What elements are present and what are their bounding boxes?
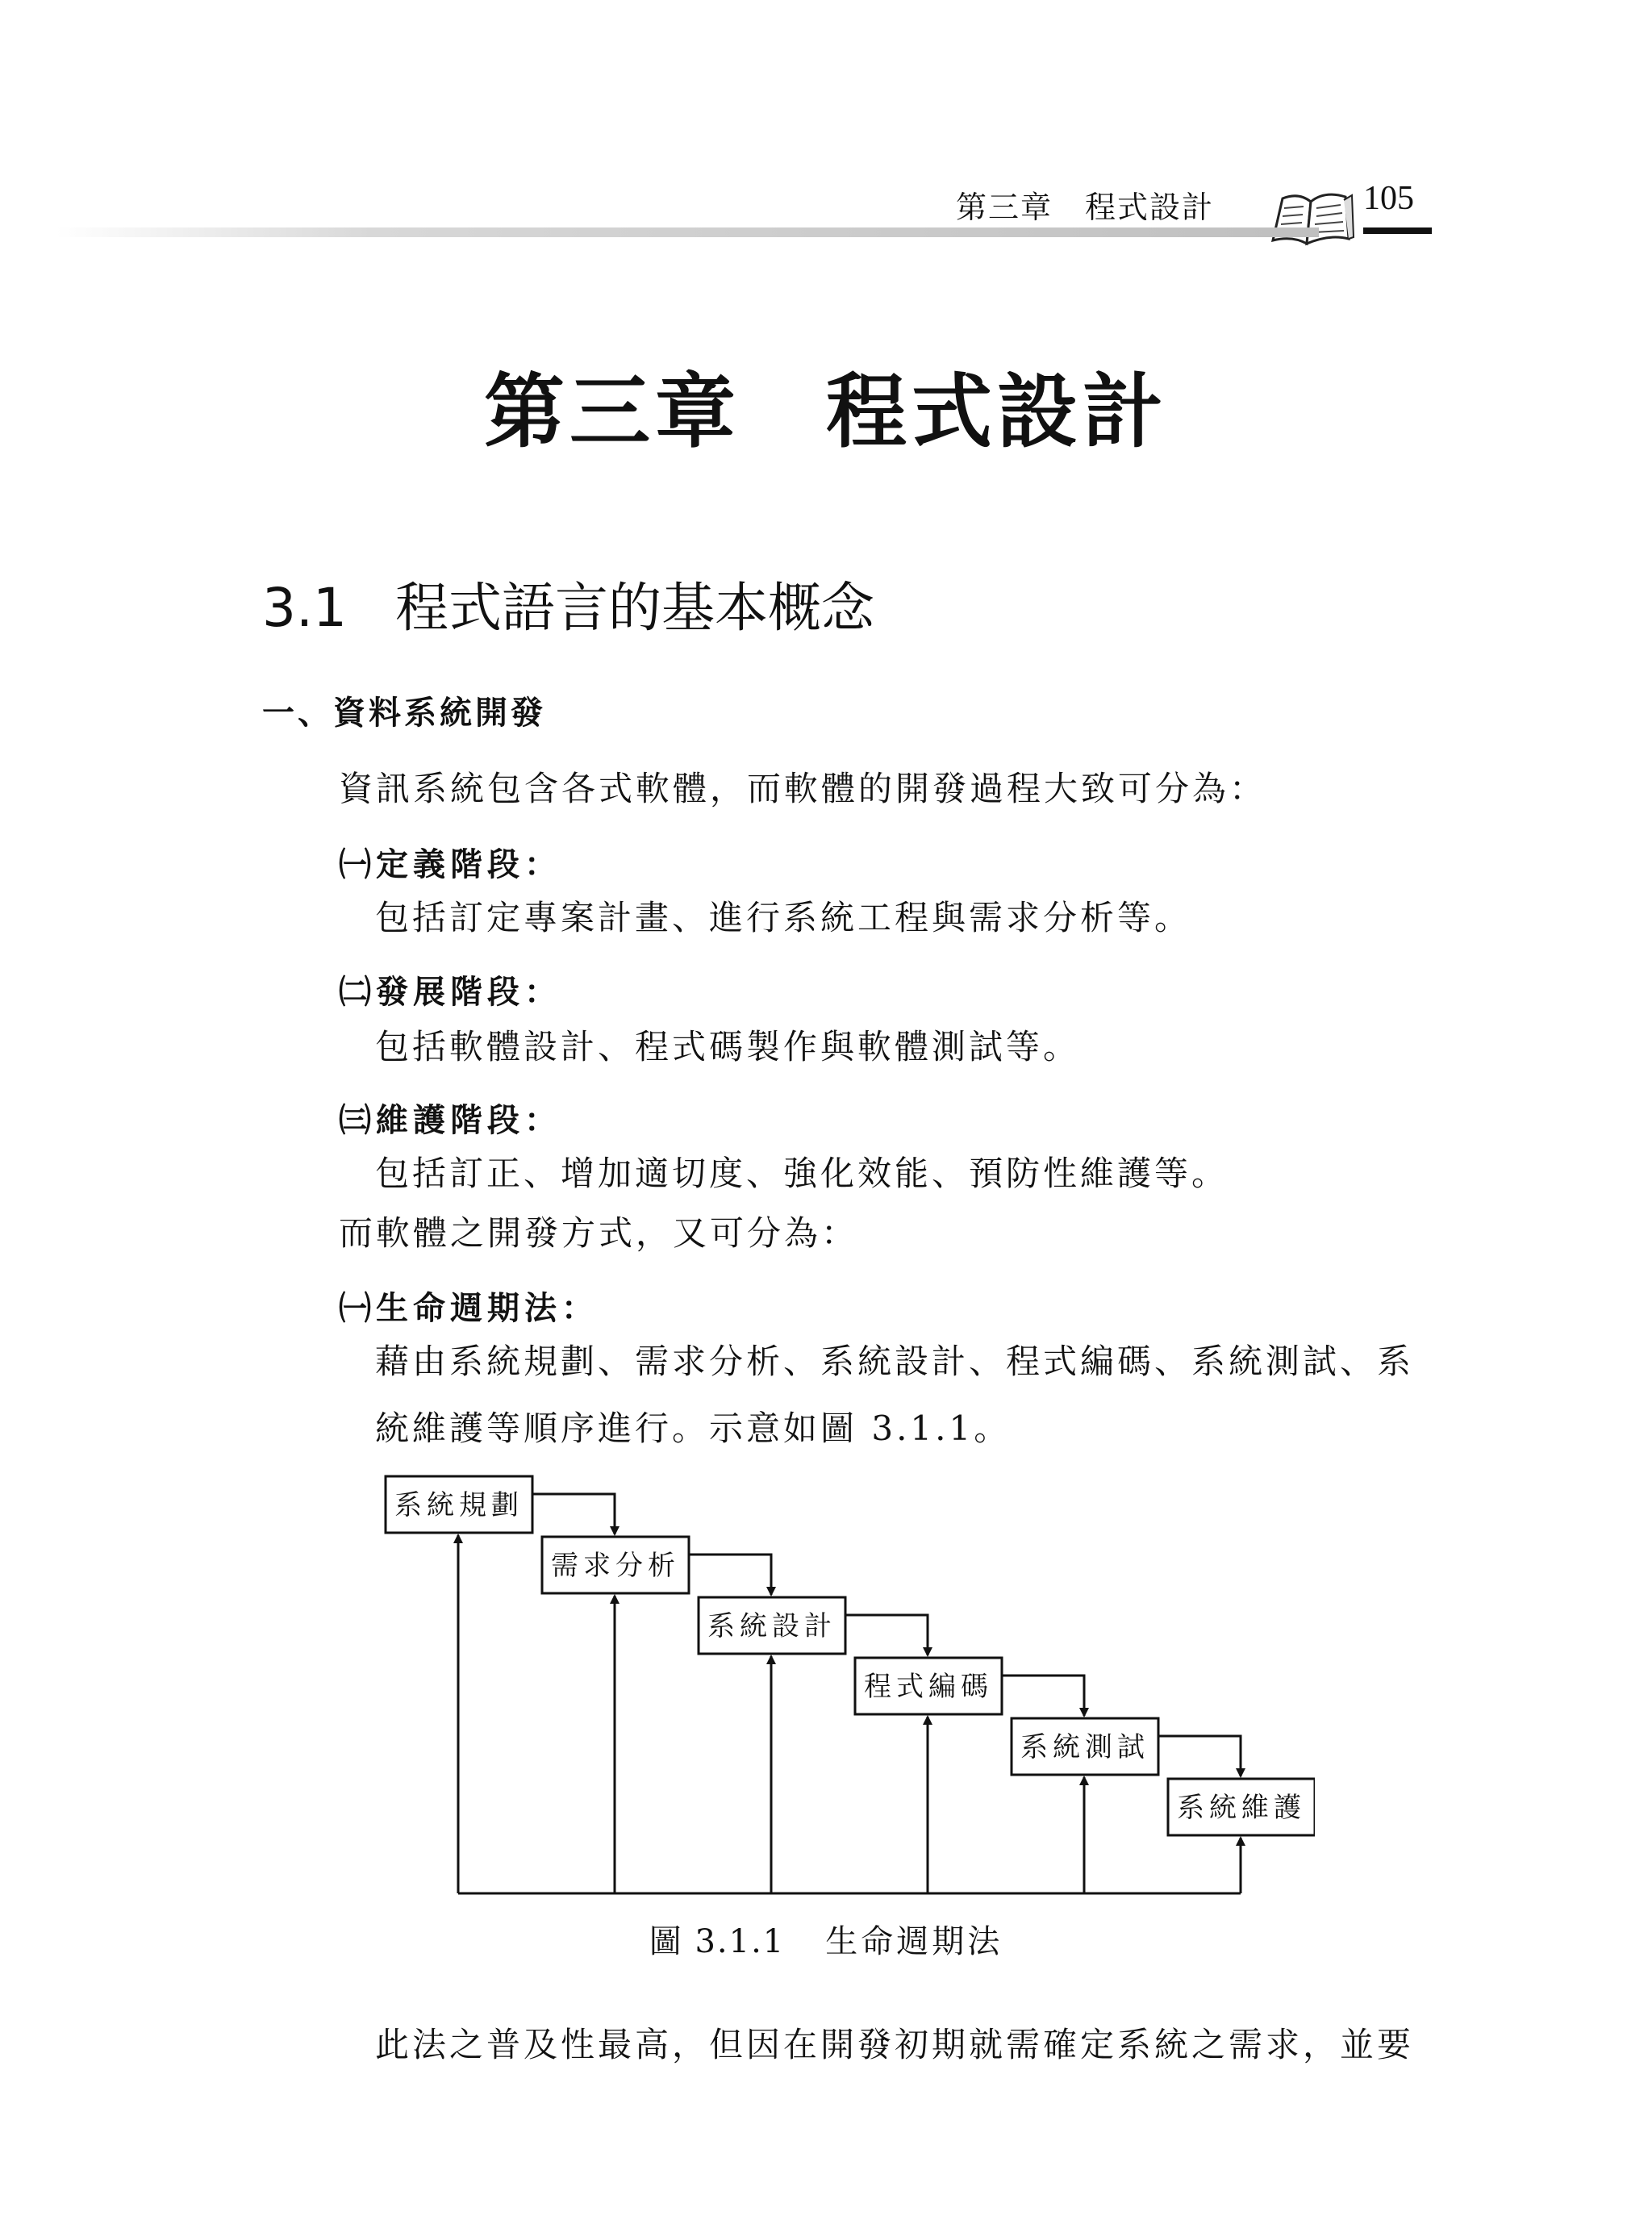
step-label-2: 需求分析 (551, 1550, 680, 1582)
chapter-title: 第三章 程式設計 (484, 364, 1168, 459)
page-number: 105 (1363, 180, 1414, 217)
forward-arrow-5 (1158, 1736, 1241, 1776)
item-2-text: 包括軟體設計、程式碼製作與軟體測試等。 (375, 1027, 1081, 1066)
lifecycle-diagram (379, 1464, 1315, 1900)
section-heading (262, 565, 874, 641)
step-label-1: 系統規劃 (394, 1489, 524, 1521)
header-rule-accent (1363, 227, 1432, 234)
forward-arrow-3 (845, 1615, 928, 1655)
paragraph-methods-intro: 而軟體之開發方式，又可分為： (339, 1213, 859, 1253)
forward-arrow-1 (532, 1494, 615, 1534)
method-1-text-line-2: 統維護等順序進行。示意如圖 3.1.1。 (375, 1409, 1012, 1448)
figure-caption (0, 1916, 1652, 1962)
step-label-6: 系統維護 (1177, 1792, 1306, 1824)
section-number: 3.1 (262, 577, 347, 639)
figure-title: 生命週期法 (825, 1923, 1003, 1960)
item-3-text: 包括訂正、增加適切度、強化效能、預防性維護等。 (375, 1154, 1229, 1193)
step-label-4: 程式編碼 (864, 1671, 993, 1703)
item-3-label: ㈢維護階段： (339, 1101, 561, 1139)
paragraph-intro: 資訊系統包含各式軟體，而軟體的開發過程大致可分為： (339, 769, 1267, 808)
step-label-3: 系統設計 (707, 1610, 836, 1642)
subsection-title: 一、資料系統開發 (262, 695, 546, 732)
item-1-text: 包括訂定專案計畫、進行系統工程與需求分析等。 (375, 898, 1192, 937)
header-rule (56, 227, 1319, 237)
item-2-label: ㈡發展階段： (339, 973, 561, 1011)
step-label-5: 系統測試 (1020, 1731, 1149, 1763)
figure-number: 圖 3.1.1 (649, 1923, 786, 1960)
forward-arrow-4 (1002, 1676, 1084, 1716)
method-1-label: ㈠生命週期法： (339, 1289, 599, 1327)
forward-arrow-2 (689, 1555, 771, 1595)
running-header-title: 第三章 程式設計 (956, 190, 1215, 225)
section-title: 程式語言的基本概念 (395, 577, 874, 639)
method-1-text-line-1: 藉由系統規劃、需求分析、系統設計、程式編碼、系統測試、系 (375, 1342, 1415, 1381)
item-1-label: ㈠定義階段： (339, 845, 561, 883)
paragraph-closing: 此法之普及性最高，但因在開發初期就需確定系統之需求，並要 (375, 2025, 1415, 2064)
open-book-icon (1266, 184, 1355, 248)
